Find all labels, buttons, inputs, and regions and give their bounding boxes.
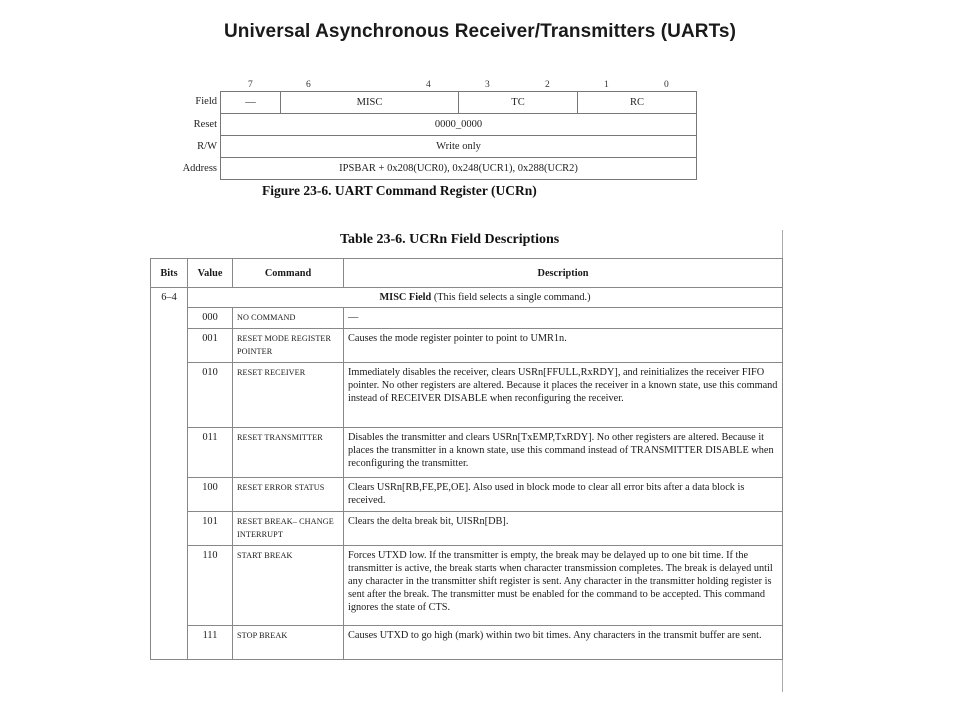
header-description: Description	[344, 259, 783, 288]
command-cell: NO COMMAND	[233, 308, 344, 329]
description-cell: Causes the mode register pointer to point to UMR1n.	[344, 329, 783, 363]
misc-field-row	[151, 288, 783, 308]
header-value: Value	[188, 259, 233, 288]
rw-value: Write only	[220, 135, 697, 158]
table-row	[151, 478, 783, 512]
slide-title: Universal Asynchronous Receiver/Transmitters (UARTs)	[223, 21, 737, 42]
table-row	[151, 546, 783, 626]
bit-number: 7	[248, 80, 253, 90]
field-tc: TC	[458, 91, 578, 114]
value-cell: 110	[188, 546, 233, 626]
field-misc: MISC	[280, 91, 459, 114]
command-cell: RESET TRANSMITTER	[233, 428, 344, 478]
row-label-reset: Reset	[193, 119, 217, 130]
row-label-rw: R/W	[197, 141, 217, 152]
command-cell: RESET BREAK– CHANGE INTERRUPT	[233, 512, 344, 546]
table-row	[151, 363, 783, 428]
table-row	[151, 308, 783, 329]
table-row	[151, 329, 783, 363]
value-cell: 000	[188, 308, 233, 329]
value-cell: 100	[188, 478, 233, 512]
misc-field-note: (This field selects a single command.)	[431, 292, 591, 303]
description-cell: Causes UTXD to go high (mark) within two bit times. Any characters in the transmit buffer are sent.	[344, 626, 783, 660]
row-label-address: Address	[182, 163, 217, 174]
bit-number: 3	[485, 80, 490, 90]
misc-field-label: MISC Field	[379, 292, 432, 303]
bit-number: 1	[604, 80, 609, 90]
bit-number: 4	[426, 80, 431, 90]
command-cell: RESET RECEIVER	[233, 363, 344, 428]
field-reserved: —	[220, 91, 281, 114]
register-figure	[0, 0, 960, 210]
header-bits: Bits	[151, 259, 188, 288]
figure-caption: Figure 23-6. UART Command Register (UCRn)	[262, 183, 537, 198]
table-row	[151, 428, 783, 478]
address-value: IPSBAR + 0x208(UCR0), 0x248(UCR1), 0x288(UCR2)	[220, 157, 697, 180]
description-cell: Clears USRn[RB,FE,PE,OE]. Also used in block mode to clear all error bits after a data block is received.	[344, 478, 783, 512]
bits-cell: 6–4	[151, 288, 188, 660]
command-cell: RESET ERROR STATUS	[233, 478, 344, 512]
command-cell: START BREAK	[233, 546, 344, 626]
value-cell: 101	[188, 512, 233, 546]
header-command: Command	[233, 259, 344, 288]
description-cell: Forces UTXD low. If the transmitter is empty, the break may be delayed up to one bit time. If the transmitter is active, the break starts when character transmission completes. The break is delayed until any character in the transmitter shift register is sent. Any character in the transmitter holding register is sent after the break. The transmitter must be enabled for the command to be accepted. This command ignores the state of CTS.	[344, 546, 783, 626]
reset-value: 0000_0000	[220, 113, 697, 136]
row-label-field: Field	[195, 96, 217, 107]
value-cell: 011	[188, 428, 233, 478]
field-rc: RC	[577, 91, 697, 114]
description-cell: —	[344, 308, 783, 329]
table-title: Table 23-6. UCRn Field Descriptions	[340, 232, 560, 247]
description-cell: Disables the transmitter and clears USRn[TxEMP,TxRDY]. No other registers are altered. Because it places the transmitter in a known state, use this command instead of TRANSMITTER DISABLE when reconfiguring the transmitter.	[344, 428, 783, 478]
bit-number: 6	[306, 80, 311, 90]
misc-field-header	[188, 288, 783, 308]
bit-number: 2	[545, 80, 550, 90]
command-cell: RESET MODE REGISTER POINTER	[233, 329, 344, 363]
description-cell: Clears the delta break bit, UISRn[DB].	[344, 512, 783, 546]
value-cell: 111	[188, 626, 233, 660]
table-row	[151, 512, 783, 546]
table-row	[151, 626, 783, 660]
bit-number: 0	[664, 80, 669, 90]
field-descriptions-table	[150, 258, 783, 660]
command-cell: STOP BREAK	[233, 626, 344, 660]
value-cell: 001	[188, 329, 233, 363]
value-cell: 010	[188, 363, 233, 428]
table-header-row	[151, 259, 783, 288]
description-cell: Immediately disables the receiver, clears USRn[FFULL,RxRDY], and reinitializes the receiver FIFO pointer. No other registers are altered. Because it places the receiver in a known state, use this command instead of RECEIVER DISABLE when reconfiguring the receiver.	[344, 363, 783, 428]
